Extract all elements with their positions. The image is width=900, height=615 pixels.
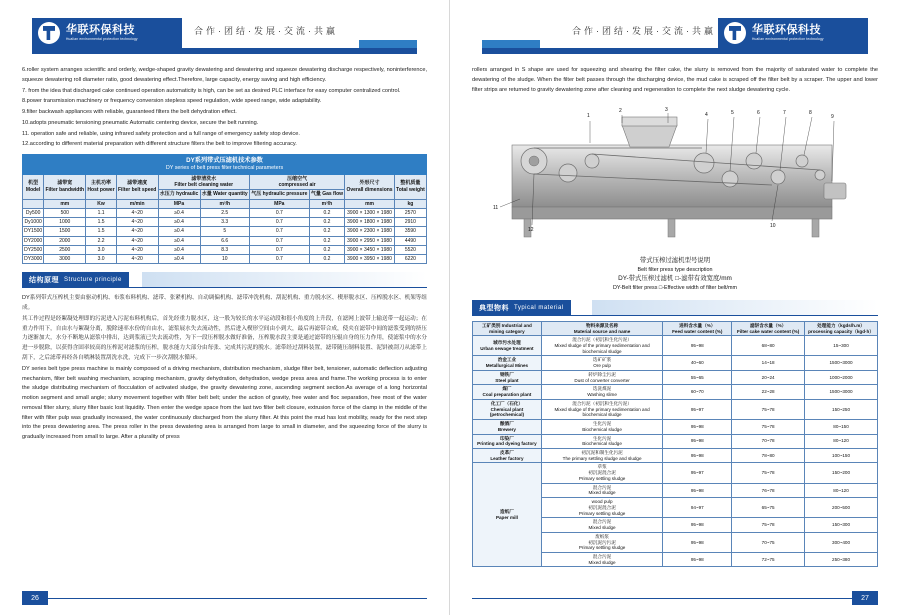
cell-category: 化工厂（石化） Chemical plant (petrochemical) — [473, 399, 542, 419]
spec-table-title-en: DY series of belt press filter technical parameters — [165, 165, 284, 171]
cell-capacity: 1500~3000 — [805, 356, 878, 370]
cell-material: 转炉除尘污泥 Dust of converter converter — [541, 370, 663, 384]
spec-table-wrap — [22, 154, 427, 264]
cell-material: 混合污泥 Mixed sludge — [541, 553, 663, 567]
cell-feed: 60~70 — [663, 385, 732, 399]
th-bandwidth: 滤带宽 Filter bandwidth — [44, 174, 86, 199]
th-dimensions: 外形尺寸 Overall dimensions — [345, 174, 395, 199]
table-row — [473, 385, 878, 399]
cell: 0.2 — [309, 255, 345, 264]
svg-text:3: 3 — [665, 107, 668, 114]
cell-category: 酿酒厂 Brewery — [473, 420, 542, 434]
cell-category: 治金工业 Metallurgical Mines — [473, 356, 542, 370]
cell-capacity: 200~500 — [805, 498, 878, 518]
section-underline — [22, 287, 427, 288]
cell-category: 钢铁厂 Steel plant — [473, 370, 542, 384]
th-cake-water: 滤饼含水量（%） Filter cake water content (%) — [732, 321, 805, 335]
table-row — [473, 463, 878, 483]
section-tab — [22, 272, 129, 288]
table-row — [23, 208, 427, 217]
cell-feed: 95~98 — [663, 518, 732, 532]
section-title-en: Typical material — [514, 304, 564, 311]
figure-caption-en: Belt filter press type description — [637, 266, 713, 273]
cell-material: 初沉泥和制生化污泥 The primary settling sludge and sludge — [541, 449, 663, 463]
logo-icon — [724, 22, 746, 44]
cell: 3.3 — [200, 218, 249, 227]
cell: 1500 — [44, 227, 86, 236]
unit-cell: kg — [394, 199, 426, 208]
cell: 0.7 — [249, 245, 309, 254]
th-weight: 整机质量 Total weight — [394, 174, 426, 199]
cell: 6220 — [394, 255, 426, 264]
header-bar — [32, 48, 417, 54]
cell-cake: 65~75 — [732, 498, 805, 518]
cell: ≥0.4 — [158, 255, 200, 264]
cell: 3900 × 3450 × 1980 — [345, 245, 395, 254]
cell-capacity: 15~300 — [805, 336, 878, 356]
cell: 4~20 — [116, 236, 158, 245]
cell-capacity: 300~400 — [805, 532, 878, 552]
cell-feed: 95~98 — [663, 336, 732, 356]
cell-material: 选矿矿浆 Ore pulp — [541, 356, 663, 370]
cell-feed: 40~60 — [663, 356, 732, 370]
unit-cell: Kw — [86, 199, 117, 208]
header-bar — [482, 48, 868, 54]
footer-line — [472, 598, 852, 599]
cell-feed: 95~98 — [663, 483, 732, 497]
section-underline — [472, 315, 878, 316]
section-title-en: Structure principle — [64, 277, 122, 284]
cell: 0.7 — [249, 236, 309, 245]
th-air-qty: 气量 Gas flow — [310, 191, 344, 198]
cell-cake: 75~78 — [732, 399, 805, 419]
table-row — [473, 356, 878, 370]
cell: 0.2 — [309, 208, 345, 217]
cell: 0.2 — [309, 227, 345, 236]
th-water-pressure: 水压力 hydraulic — [159, 191, 199, 198]
spec-table-title-cn: DY系列带式压滤机技术参数 — [186, 157, 263, 165]
paragraph: 10.adopts pneumatic tensioning pneumatic Automatic centering device, secure the belt running. — [22, 119, 259, 126]
cell: DY3000 — [24, 256, 43, 262]
unit-cell: mm — [345, 199, 395, 208]
paragraph: rollers arranged in S shape are used for squeezing and shearing the filter cake, the slurry is removed from the majority of saturated water to complete the dewatering of the sludge. When the filter belt passes through the discharging device, the mud cake is scraped off the filter belt by a scraper. The upper and lower filter strips are returned to gravity dewatering zone after cleaning and regeneration to complete the next sludge dewatering cycle. — [472, 67, 878, 93]
cell-cake: 72~75 — [732, 553, 805, 567]
cell-feed: 95~98 — [663, 553, 732, 567]
header-right — [472, 18, 878, 60]
brand-name-cn: 华联环保科技 — [752, 24, 821, 37]
right-body-text — [472, 66, 878, 95]
unit-cell: m³/h — [200, 199, 249, 208]
belt-press-schematic — [472, 103, 878, 253]
cell: 3000 — [44, 255, 86, 264]
cell-cake: 75~78 — [732, 420, 805, 434]
brand-logo — [32, 18, 182, 48]
brand-name-en: Hualian environmental protection technology — [752, 36, 824, 41]
cell: ≥0.4 — [158, 208, 200, 217]
unit-cell: m/min — [116, 199, 158, 208]
left-body-text — [22, 66, 427, 150]
cell: 3.0 — [86, 255, 117, 264]
cell-capacity: 1500~3000 — [805, 385, 878, 399]
spec-table-title — [23, 155, 427, 175]
cell-feed: 95~98 — [663, 532, 732, 552]
cell: 0.2 — [309, 245, 345, 254]
paragraph: DY series belt type press machine is mainly composed of a driving mechanism, distribution mechanism, sludge filter belt, tensioner, automatic deflection adjusting mechanism, filter belt washing mechanism, scraping mechanism, gravity dehydration, dehydration, wedge press area and frame.The working process is to enter the sludge distributing mechanism of flocculation of activated sludge, the gravity dewatering zone, ascending segment section.As average of a long horizontal motion segment and small angle; slurry movement together with filter belt belt; under the action of gravity, free water and floc separation, free most of the water removal filter slurry, slurry filter basic lost liquidity. Then enter the wedge space from the last two filter belt closure, extrusion force of the clamp in the middle of the filter with filter pulp was gradually increased, the water continuously discharged from the slurry filter. At this point the mud has lost mobility, ready for the next step into the press dewatering area. The press roller in the press dewatering area is arranged from large to small in diameter, and the squeezing force of the slurry is gradually increased from small to large. After a plurality of press — [22, 365, 427, 441]
logo-icon — [38, 22, 60, 44]
cell: 0.7 — [249, 227, 309, 236]
cell-feed: 95~98 — [663, 420, 732, 434]
typical-material-body — [473, 336, 878, 567]
structure-section-header — [22, 272, 427, 288]
cell: 2000 — [44, 236, 86, 245]
th-capacity: 处理能力（kgds/h.m） processing capacity（kgd·h） — [805, 321, 878, 335]
svg-text:9: 9 — [831, 114, 834, 121]
cell: 3900 × 3950 × 1980 — [345, 255, 395, 264]
cell: 1.1 — [86, 208, 117, 217]
header-left — [22, 18, 427, 60]
cell: ≥0.4 — [158, 236, 200, 245]
table-row — [473, 370, 878, 384]
svg-text:4: 4 — [705, 112, 708, 119]
cell: 4~20 — [116, 245, 158, 254]
svg-text:5: 5 — [731, 110, 734, 117]
brand-name-en: Hualian environmental protection technology — [66, 36, 138, 41]
cell: 5 — [200, 227, 249, 236]
figure-caption — [472, 256, 878, 291]
figure-type-line-en: DY-Belt filter press □-Effective width of filter belt/mm — [613, 284, 737, 291]
section-gradient — [142, 272, 427, 288]
th-washwater: 滤带清洗水 Filter belt cleaning water — [158, 174, 249, 190]
cell-cake: 22~28 — [732, 385, 805, 399]
section-tab — [472, 300, 571, 316]
section-title-cn: 典型物料 — [479, 304, 509, 312]
cell-material: 生化污泥 Biochemical sludge — [541, 434, 663, 448]
paragraph: 8.power transmission machinery or frequency conversion stepless speed regulation, wide speed range, wide adaptability. — [22, 98, 322, 105]
table-row — [473, 399, 878, 419]
cell-capacity: 80~120 — [805, 434, 878, 448]
cell-capacity: 100~150 — [805, 449, 878, 463]
brand-slogan: 合作·团结·发展·交流·共赢 — [572, 26, 716, 36]
cell: 2910 — [394, 218, 426, 227]
table-row — [23, 218, 427, 227]
svg-text:6: 6 — [757, 110, 760, 117]
table-row — [473, 336, 878, 356]
cell: 3900 × 2950 × 1980 — [345, 236, 395, 245]
th-beltspeed: 滤带速度 Filter belt speed — [116, 174, 158, 199]
cell-cake: 70~78 — [732, 434, 805, 448]
cell: 3900 × 2300 × 1980 — [345, 227, 395, 236]
typical-material-table — [472, 321, 878, 568]
svg-text:10: 10 — [770, 223, 776, 230]
cell-capacity: 150~200 — [805, 463, 878, 483]
unit-cell — [23, 199, 44, 208]
typical-material-section-header — [472, 300, 878, 316]
table-row — [473, 449, 878, 463]
cell: DY1500 — [24, 228, 43, 235]
cell-material: 草浆 初沉泥混合泥 Primary settling sludge — [541, 463, 663, 483]
right-page — [450, 0, 900, 615]
paragraph: 7. from the idea that discharged cake continued operation automaticity is high, can be set as desired PLC interface for easy computer centralized control. — [22, 87, 401, 94]
figure-caption-cn: 带式压榨过滤机型号说明 — [639, 257, 711, 265]
cell-feed: 95~98 — [663, 449, 732, 463]
svg-text:2: 2 — [619, 108, 622, 115]
cell: 2570 — [394, 208, 426, 217]
spec-table-body — [23, 208, 427, 264]
cell-cake: 78~80 — [732, 449, 805, 463]
cell: Dy500 — [23, 208, 44, 217]
cell-cake: 68~80 — [732, 336, 805, 356]
cell-material: 混合污泥（初沉和生化污泥） Mixed sludge of the primary sedimentation and biochemical sludge — [541, 336, 663, 356]
table-row — [473, 434, 878, 448]
cell: 2.2 — [86, 236, 117, 245]
cell: 5520 — [394, 245, 426, 254]
unit-cell: MPa — [249, 199, 309, 208]
cell-feed: 95~97 — [663, 463, 732, 483]
cell: 4~20 — [116, 255, 158, 264]
cell-capacity: 80~150 — [805, 420, 878, 434]
table-row — [23, 236, 427, 245]
cell-cake: 76~78 — [732, 483, 805, 497]
cell-material: 选洗煤泥 Washing slime — [541, 385, 663, 399]
cell-material: 生化污泥 Biochemical sludge — [541, 420, 663, 434]
page-number: 26 — [22, 591, 48, 605]
table-row — [23, 255, 427, 264]
cell-material: 废纸浆 初沉泥污污泥 Primary settling sludge — [541, 532, 663, 552]
cell-feed: 55~65 — [663, 370, 732, 384]
cell: 1000 — [44, 218, 86, 227]
cell-capacity: 250~380 — [805, 553, 878, 567]
unit-cell: MPa — [158, 199, 200, 208]
brand-name-cn: 华联环保科技 — [66, 24, 135, 37]
th-air: 压缩空气 compressed air — [249, 174, 344, 190]
cell: 0.7 — [249, 208, 309, 217]
svg-text:11: 11 — [493, 205, 499, 212]
cell-capacity: 150~300 — [805, 518, 878, 532]
th-air-pressure: 气压 hydraulic pressure — [251, 191, 308, 198]
cell-capacity: 1000~2000 — [805, 370, 878, 384]
th-material: 物料来源及名称 Material source and name — [541, 321, 663, 335]
cell: 1.5 — [86, 227, 117, 236]
header-accent-bar — [482, 40, 540, 48]
cell-capacity: 150~250 — [805, 399, 878, 419]
paragraph: 6.roller system arranges scientific and orderly, wedge-shaped gravity dewatering and dewatering and squeeze dewatering discharge respectively, noninterference, squeeze dewatering roll diameter ratio, good dewatering effect.Therefore, large capacity, energy saving and high efficiency. — [22, 67, 427, 83]
cell: 3900 × 1300 × 1980 — [345, 208, 395, 217]
cell: 4~20 — [116, 208, 158, 217]
paragraph: DY系列带式压榨机主要由驱动机构、布浆布料机构、滤带、张紧机构、自动调偏机构、滤带冲洗机构、刮泥机构、重力脱水区、楔形脱水区、压榨脱水区、机架等组成。 — [22, 295, 427, 312]
figure-type-line-cn: DY-带式压榨过滤机 □-滤带有效宽度/mm — [618, 275, 732, 283]
svg-text:8: 8 — [809, 110, 812, 117]
cell-cake: 70~75 — [732, 532, 805, 552]
table-row — [23, 245, 427, 254]
cell-cake: 14~18 — [732, 356, 805, 370]
cell: 10 — [200, 255, 249, 264]
section-gradient — [592, 300, 878, 316]
cell: 0.7 — [249, 218, 309, 227]
cell: ≥0.4 — [158, 227, 200, 236]
cell-cake: 75~78 — [732, 463, 805, 483]
cell: 3590 — [394, 227, 426, 236]
th-water-qty: 水量 Water quantity — [201, 191, 248, 198]
cell-feed: 95~98 — [663, 434, 732, 448]
cell: 0.2 — [309, 218, 345, 227]
machine-diagram — [472, 103, 878, 253]
cell-category: 印染厂 Printing and dyeing factory — [473, 434, 542, 448]
cell-feed: 94~97 — [663, 498, 732, 518]
paragraph: 9.filter backwash appliances with reliable, guaranteed filters the belt dehydration effect. — [22, 109, 237, 116]
cell: 4490 — [394, 236, 426, 245]
brand-logo — [718, 18, 868, 48]
cell: 0.2 — [309, 236, 345, 245]
paragraph: 其工作过程是经絮凝处理即的污泥进入污泥布料机构后，首先经重力脱水区，这一股为较长的水平运动段和很小角度的上升段，在滤网上波带上输送带一起运动；在重力作用下，自由水与絮凝分离，脱除速率水份的自由水，滤浆展水失去流动性，然后进入楔形空间由小到大，最后再滤带合成，使夹在滤带中间的滤浆受到的挤压力逐渐加大，水分不断地从滤浆中排出，达到浆液已失去流动性，为下一段压榨脱水做好准备，压榨脱水段主要是通过滤带的压辊自身的压力作用，使滤浆中的水分进一步脱除，以获得含固率较高的压榨泥对滤浆的压榨，脱水能力大部分由每张、完成其污泥的脱水。滤带经过刮料装置，滤带随压制料装置、泥饼被刮刀从滤带上刮下，之后滤带再经各自喷淋装置刮洗水洗，完成下一步次刮脱水循环。 — [22, 315, 427, 361]
paragraph: 12.according to different material preparation with different structure filters the belt to improve filtering accuracy. — [22, 141, 297, 148]
unit-cell: mm — [44, 199, 86, 208]
page-number: 27 — [852, 591, 878, 605]
cell: 6.6 — [200, 236, 249, 245]
structure-principle-text — [22, 294, 427, 443]
cell-material: wood pulp 初沉泥混合泥 Primary settling sludge — [541, 498, 663, 518]
cell: ≥0.4 — [158, 218, 200, 227]
cell: 0.7 — [249, 255, 309, 264]
unit-cell: m³/h — [309, 199, 345, 208]
table-row — [473, 420, 878, 434]
cell-category: 皮革厂 Leather factory — [473, 449, 542, 463]
cell: ≥0.4 — [158, 245, 200, 254]
cell-feed: 95~97 — [663, 399, 732, 419]
paragraph: 11. operation safe and reliable, using infrared safety protection and a full range of emergency safety stop device. — [22, 130, 300, 137]
cell: 1.5 — [86, 218, 117, 227]
cell: DY2000 — [24, 237, 43, 244]
cell-cake: 75~78 — [732, 518, 805, 532]
section-title-cn: 结构原理 — [29, 277, 59, 285]
th-category: 工矿类别 Industrial and mining category — [473, 321, 542, 335]
spec-table — [22, 154, 427, 264]
svg-text:12: 12 — [528, 227, 534, 234]
cell: 3900 × 1800 × 1980 — [345, 218, 395, 227]
cell: 8.3 — [200, 245, 249, 254]
header-accent-bar — [359, 40, 417, 48]
cell: Dy1000 — [23, 218, 44, 227]
cell-category-group: 造纸厂 Paper mill — [473, 463, 542, 567]
brand-slogan: 合作·团结·发展·交流·共赢 — [194, 26, 338, 36]
cell: 4~20 — [116, 227, 158, 236]
cell-category: 城市污水处理 Urban sewage treatment — [473, 336, 542, 356]
svg-text:7: 7 — [783, 110, 786, 117]
cell: DY2500 — [24, 246, 43, 253]
cell-material: 混合污泥 Mixed sludge — [541, 483, 663, 497]
cell-cake: 20~24 — [732, 370, 805, 384]
th-model: 机型 Model — [23, 174, 44, 199]
th-feed-water: 进料含水量（%） Feed water content (%) — [663, 321, 732, 335]
th-power: 主机功率 Host power — [86, 174, 117, 199]
cell-material: 混合污泥（初沉和生化污泥） Mixed sludge of the primary sedimentation and biochemical sludge — [541, 399, 663, 419]
table-row — [23, 227, 427, 236]
footer-line — [48, 598, 427, 599]
cell: 2.5 — [200, 208, 249, 217]
cell-material: 混合污泥 Mixed sludge — [541, 518, 663, 532]
cell: 2500 — [44, 245, 86, 254]
cell-category: 煤厂 Coal preparation plant — [473, 385, 542, 399]
cell: 500 — [44, 208, 86, 217]
cell: 4~20 — [116, 218, 158, 227]
svg-text:1: 1 — [587, 113, 590, 120]
cell-capacity: 80~120 — [805, 483, 878, 497]
cell: 3.0 — [86, 245, 117, 254]
